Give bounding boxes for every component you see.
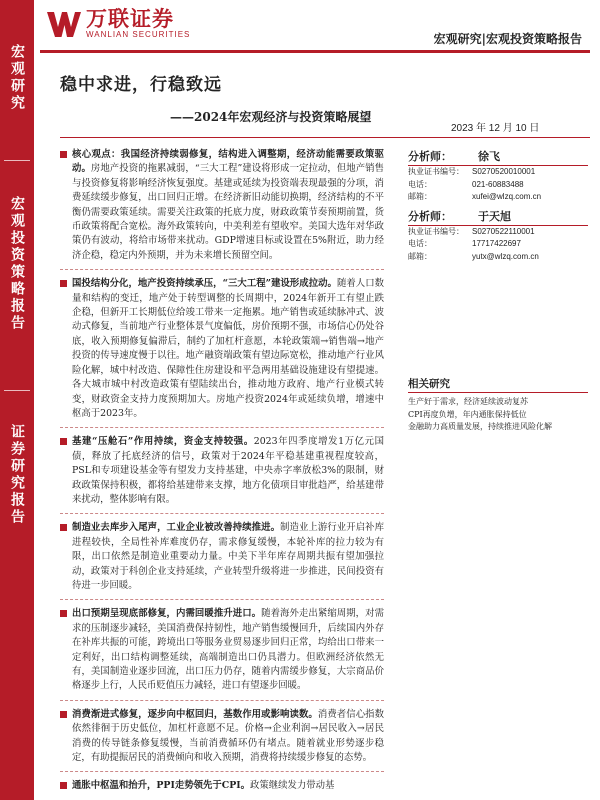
analyst-name: 徐飞 <box>478 150 500 163</box>
logo-chinese-name: 万联证券 <box>86 7 174 31</box>
analyst-label: 分析师： <box>408 150 452 163</box>
analyst-header <box>408 148 588 166</box>
square-bullet-icon <box>60 782 67 789</box>
report-subtitle: ——2024年宏观经济与投资策略展望 <box>170 110 372 124</box>
paragraph-lead: 通胀中枢温和抬升，PPI走势领先于CPI。 <box>72 780 251 792</box>
square-bullet-icon <box>60 524 67 531</box>
paragraph-lead: 出口预期呈现底部修复，内需回暖推升进口。 <box>72 608 262 620</box>
analyst-email <box>408 251 588 264</box>
band-label-macro <box>0 44 34 112</box>
paragraph-divider <box>60 513 384 514</box>
square-bullet-icon <box>60 151 67 158</box>
email-label: 邮箱： <box>408 192 432 201</box>
report-title: 稳中求进，行稳致远 <box>60 75 222 95</box>
square-bullet-icon <box>60 438 67 445</box>
cert-label: 执业证书编号： <box>408 226 464 236</box>
report-body <box>60 148 384 794</box>
paragraph-divider <box>60 599 384 600</box>
left-category-band <box>0 0 34 800</box>
phone-value: 021-60883488 <box>472 179 524 189</box>
band-label-strategy <box>0 196 34 332</box>
band-label-research-text: 证券研究报告 <box>9 424 25 526</box>
email-value[interactable]: xufei@wlzq.com.cn <box>472 192 542 201</box>
analyst-cert <box>408 226 588 239</box>
band-divider <box>4 160 30 161</box>
analyst-name: 于天旭 <box>478 209 511 223</box>
company-logo <box>46 8 190 39</box>
related-research-panel <box>408 376 588 434</box>
paragraph-lead: 核心观点：我国经济持续弱修复，结构进入调整期，经济动能需要政策驱动。 <box>72 149 384 175</box>
related-research-link[interactable]: 金融助力高质量发展，持续推进风险化解 <box>408 422 552 431</box>
real-estate-paragraph <box>60 277 384 421</box>
related-research-link[interactable]: 生产好于需求，经济延续波动复苏 <box>408 397 528 406</box>
title-divider <box>60 137 590 138</box>
band-label-research <box>0 424 34 526</box>
analyst-panel <box>408 148 588 263</box>
paragraph-body: 2023年四季度增发1万亿元国债，释放了托底经济的信号，政策对于2024年平稳基建重视程度较高，PSL和专项建设基金等有望发力支持基建，中央赤字率放松3%的限制，财政政策保持积极，都将给基建带来支撑，地方化债项目审批趋严，给基建带来扰动，整体影响有限。 <box>72 436 385 505</box>
paragraph-lead: 消费渐进式修复，逐步向中枢回归，基数作用或影响读数。 <box>72 708 318 720</box>
band-label-strategy-text: 宏观投资策略报告 <box>9 196 25 332</box>
manufacturing-paragraph <box>60 521 384 593</box>
analyst-card <box>408 148 588 204</box>
paragraph-body: 随着人口数量和结构的变迁，地产处于转型调整的长周期中，2024年新开工有望止跌企稳，但新开工长期低位给竣工带来一定拖累。地产销售或延续脉冲式、波动式修复，当前地产行业整体景气度偏低，房价预期不强，市场信心仍处谷底，收入预期修复偏滞后，制约了加杠杆意愿，本轮政策端→销售端→地产投资的传导速度慢于以往。地产融资端政策有望边际宽松，推动地产行业风险化解，城中村改造、保障性住房建设和平急两用基础设施建设有望提速。各大城市城中村改造政策有望陆续出台，推动地方政府、地产行业模式转变，财政资金支持力度预期加大。房地产投资2024年或延续负增，增速中枢高于2023年。 <box>72 278 384 419</box>
paragraph-body: 房地产投资的拖累减弱，“三大工程”建设将形成一定拉动，但地产销售与投资修复将影响经济恢复强度。基建或延续为投资端表现最强的分项，消费延续缓步修复，出口回归正增。在经济新旧动能切换期，经济结构的不平衡仍需要政策延续。需要关注政策的托底力度，财政政策节奏预期前置，货币政策将配合宽松。海外政策转向，中美利差有望收窄。美国大选年对华政策仍有波动，将给市场带来扰动。GDP增速目标或设置在5%附近，助力经济企稳，稳定内外预期，并为未来增长预留空间。 <box>72 163 384 261</box>
paragraph-body: 制造业上游行业开启补库进程较快，全局性补库难度仍存，需求修复缓慢，本轮补库的拉力较为有限，出口依然是制造业重要动力量。中美下半年库存周期共振有望加强拉动，政策对于科创企业支持延续，产业转型升级将进一步推进，民间投资有待进一步回暖。 <box>72 522 384 591</box>
paragraph-body: 随着海外走出紧缩周期，对需求的压制逐步减轻，美国消费保持韧性，地产销售缓慢回升，后续国内外存在补库共振的可能，跨境出口等服务业贸易逐步回归正常，均给出口带来一定利好，出口结构调整延续，高端制造出口仍具潜力。但欧洲经济依然无有，美国制造业逐步回流，出口压力仍存，随着内需缓步修复，大宗商品价格逐步上行，人民币贬值压力减轻，进口有望逐步回暖。 <box>72 608 384 692</box>
analyst-header <box>408 208 588 226</box>
paragraph-divider <box>60 700 384 701</box>
analyst-label: 分析师： <box>408 209 452 223</box>
consumption-paragraph <box>60 708 384 766</box>
related-research-title: 相关研究 <box>408 376 588 393</box>
paragraph-lead: 国投结构分化，地产投资持续承压，“三大工程”建设形成拉动。 <box>72 278 337 290</box>
paragraph-body: 消费者信心指数依然徘徊于历史低位，加杠杆意愿不足。价格→企业利润→居民收入→居民消费的传导链条修复缓慢，当前消费循环仍有堵点。随着就业形势逐步稳定，有助提振居民的消费倾向和收入预期，消费将持续缓步修复的态势。 <box>72 708 384 764</box>
trade-paragraph <box>60 607 384 693</box>
analyst-phone <box>408 179 588 192</box>
inflation-paragraph <box>60 779 384 793</box>
analyst-cert <box>408 166 588 179</box>
analyst-card <box>408 208 588 264</box>
paragraph-lead: 制造业去库步入尾声，工业企业被改善持续推进。 <box>72 522 281 534</box>
paragraph-body: 政策继续发力带动基 <box>250 780 335 792</box>
phone-value: 17717422697 <box>472 239 521 248</box>
cert-value: S0270520010001 <box>472 167 536 176</box>
analyst-phone <box>408 238 588 251</box>
email-label: 邮箱： <box>408 251 432 261</box>
square-bullet-icon <box>60 711 67 718</box>
paragraph-divider <box>60 269 384 270</box>
report-category: 宏观研究|宏观投资策略报告 <box>433 32 582 46</box>
paragraph-lead: 基建“压舱石”作用持续，资金支持较强。 <box>72 436 254 448</box>
band-divider <box>4 390 30 391</box>
header-divider <box>40 50 590 53</box>
phone-label: 电话： <box>408 179 432 189</box>
phone-label: 电话： <box>408 239 432 248</box>
analyst-email <box>408 191 588 204</box>
paragraph-divider <box>60 427 384 428</box>
email-value[interactable]: yutx@wlzq.com.cn <box>472 251 539 261</box>
logo-english-name: WANLIAN SECURITIES <box>86 30 191 39</box>
infrastructure-paragraph <box>60 435 384 507</box>
related-research-link[interactable]: CPI再度负增，年内通胀保持低位 <box>408 409 527 419</box>
cert-label: 执业证书编号： <box>408 167 464 176</box>
square-bullet-icon <box>60 280 67 287</box>
square-bullet-icon <box>60 610 67 617</box>
paragraph-divider <box>60 771 384 772</box>
cert-value: S0270522110001 <box>472 226 535 236</box>
summary-paragraph <box>60 148 384 263</box>
report-date: 2023 年 12 月 10 日 <box>451 123 540 134</box>
wanlian-logo-icon <box>46 9 82 39</box>
band-label-macro-text: 宏观研究 <box>9 44 25 112</box>
